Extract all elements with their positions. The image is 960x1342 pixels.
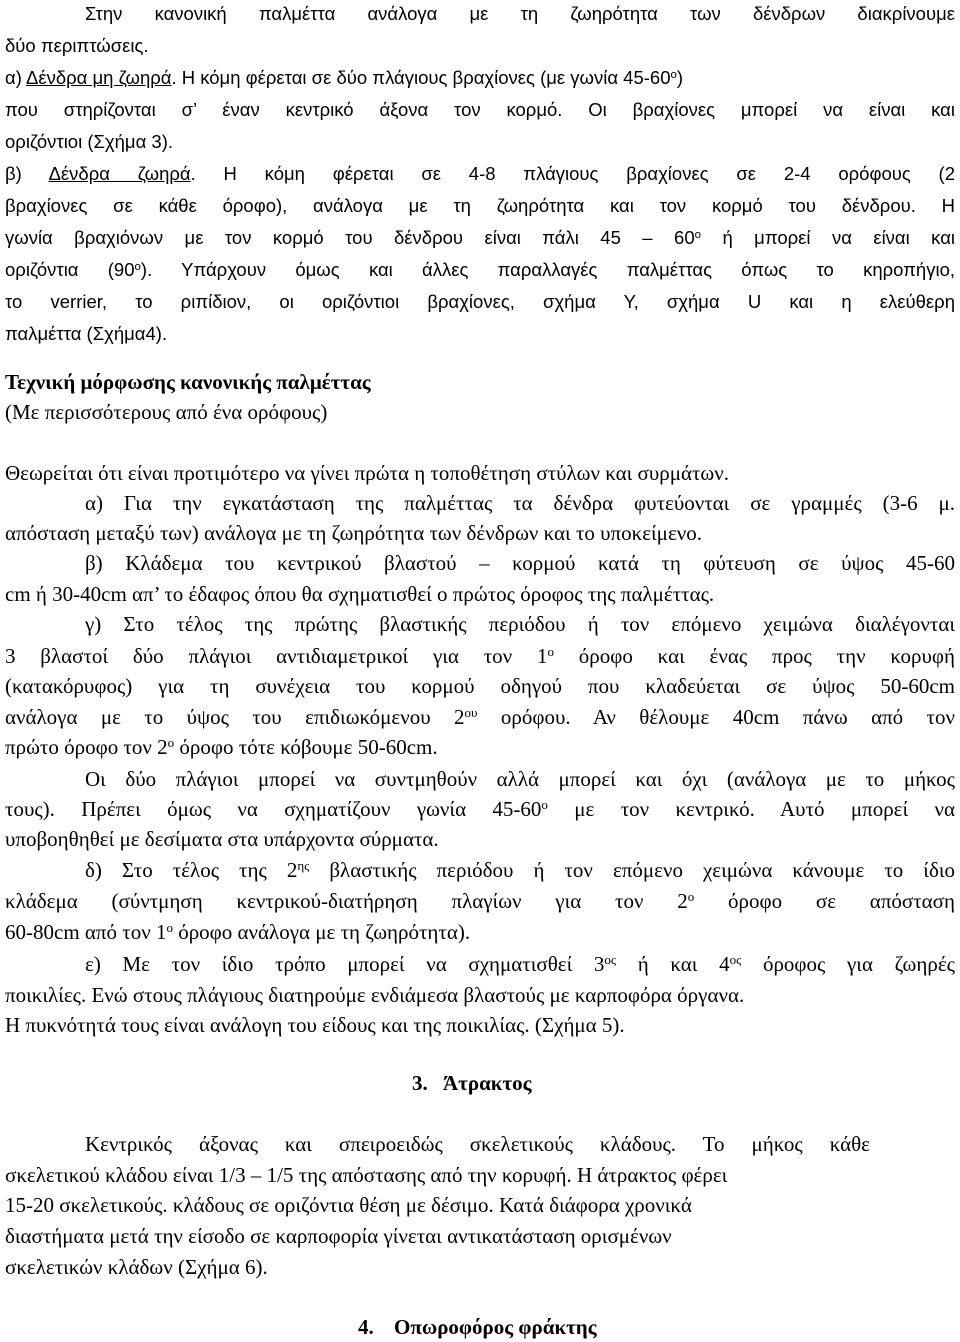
paragraph-line bbox=[5, 888, 955, 913]
text-run: δ) Στο τέλος της 2 bbox=[85, 858, 298, 882]
superscript: ο bbox=[670, 68, 677, 81]
text-run: όροφο τότε κόβουμε 50-60cm. bbox=[174, 735, 438, 759]
paragraph-line: απόσταση μεταξύ των) ανάλογα με τη ζωηρότητα των δένδρων και το υποκείμενο. bbox=[5, 521, 703, 545]
text-run: όροφο και ένας προς την κορυφή bbox=[553, 644, 955, 668]
text-run: ) bbox=[676, 67, 684, 88]
paragraph-line: υποβοηθηθεί με δεσίματα στα υπάρχοντα σύρματα. bbox=[5, 827, 439, 851]
paragraph-line: Στην κανονική παλμέττα ανάλογα με τη ζωηρότητα των δένδρων διακρίνουμε bbox=[85, 3, 955, 24]
paragraph-line: β) Κλάδεμα του κεντρικού βλαστού – κορμού κατά τη φύτευση σε ύψος 45-60 bbox=[85, 551, 955, 575]
paragraph-line: διαστήματα μετά την είσοδο σε καρποφορία γίνεται αντικατάσταση ορισμένων bbox=[5, 1224, 672, 1248]
paragraph-line: γ) Στο τέλος της πρώτης βλαστικής περιόδου ή τον επόμενο χειμώνα διαλέγονται bbox=[85, 612, 955, 636]
paragraph-line: το verrier, το ριπίδιον, οι οριζόντιοι βραχίονες, σχήμα Υ, σχήμα U και η ελεύθερη bbox=[5, 291, 955, 312]
paragraph-line bbox=[5, 643, 955, 668]
text-run: τους). Πρέπει όμως να σχηματίζουν γωνία 45-60 bbox=[5, 797, 542, 821]
superscript: ος bbox=[729, 951, 742, 967]
paragraph-line: ποικιλίες. Ενώ στους πλάγιους διατηρούμε ενδιάμεσα βλαστούς με καρποφόρα όργανα. bbox=[5, 983, 745, 1007]
text-run: ή μπορεί να είναι και bbox=[701, 227, 955, 248]
item-label: α) bbox=[5, 67, 26, 88]
section-number: 4. bbox=[358, 1315, 374, 1339]
text-run: όροφο ανάλογα με τη ζωηρότητα). bbox=[172, 920, 471, 944]
text-run: ). Υπάρχουν όμως και άλλες παραλλαγές παλμέττας όπως το κηροπήγιο, bbox=[140, 259, 955, 280]
text-run: . Η κόμη φέρεται σε δύο πλάγιους βραχίονες (με γωνία 45-60 bbox=[171, 67, 671, 88]
paragraph-line: σκελετικών κλάδων (Σχήμα 6). bbox=[5, 1255, 268, 1279]
superscript: ης bbox=[297, 857, 310, 873]
paragraph-line bbox=[5, 165, 955, 184]
superscript: ο bbox=[541, 796, 548, 812]
text-run: οριζόντια (90 bbox=[5, 259, 135, 280]
text-run: 3 βλαστοί δύο πλάγιοι αντιδιαμετρικοί για τον 1 bbox=[5, 644, 548, 668]
section-subheading: (Με περισσότερους από ένα ορόφους) bbox=[5, 400, 328, 424]
text-run: ανάλογα με το ύψος του επιδιωκόμενου 2 bbox=[5, 705, 465, 729]
paragraph-line: 15-20 σκελετικούς. κλάδους σε οριζόντια θέση με δέσιμο. Κατά διάφορα χρονικά bbox=[5, 1193, 692, 1217]
paragraph-line: cm ή 30-40cm απ’ το έδαφος όπου θα σχηματισθεί ο πρώτος όροφος της παλμέττας. bbox=[5, 582, 715, 606]
section-heading: Άτρακτος bbox=[443, 1071, 532, 1095]
paragraph-line: δύο περιπτώσεις. bbox=[5, 35, 149, 56]
paragraph-line bbox=[85, 951, 955, 976]
superscript: ο bbox=[134, 260, 141, 273]
paragraph-line bbox=[5, 919, 471, 944]
superscript: ο bbox=[167, 734, 175, 750]
text-run: κλάδεμα (σύντμηση κεντρικού-διατήρηση πλαγίων για τον 2 bbox=[5, 889, 688, 913]
paragraph-line: Η πυκνότητά τους είναι ανάλογη του είδους και της ποικιλίας. (Σχήμα 5). bbox=[5, 1013, 625, 1037]
superscript: ος bbox=[604, 951, 617, 967]
text-run: πρώτο όροφο τον 2 bbox=[5, 735, 168, 759]
section-number: 3. bbox=[412, 1071, 428, 1095]
text-run: όροφο σε απόσταση bbox=[694, 889, 955, 913]
section-heading: Τεχνική μόρφωσης κανονικής παλμέττας bbox=[5, 370, 371, 394]
term-underlined: Δένδρα ζωηρά bbox=[48, 163, 191, 184]
superscript: ο bbox=[687, 888, 695, 904]
superscript: ο bbox=[547, 643, 554, 659]
text-run: ή και 4 bbox=[616, 952, 730, 976]
paragraph-line bbox=[5, 261, 955, 280]
superscript: ου bbox=[464, 704, 478, 720]
text-run: όροφος για ζωηρές bbox=[741, 952, 955, 976]
paragraph-line: Κεντρικός άξονας και σπειροειδώς σκελετικούς κλάδους. Το μήκος κάθε bbox=[85, 1132, 870, 1156]
paragraph-line bbox=[5, 796, 955, 821]
text-run: βλαστικής περιόδου ή τον επόμενο χειμώνα κάνουμε το ίδιο bbox=[309, 858, 955, 882]
text-run: 60-80cm από τον 1 bbox=[5, 920, 167, 944]
paragraph-line: Θεωρείται ότι είναι προτιμότερο να γίνει πρώτα η τοποθέτηση στύλων και συρμάτων. bbox=[5, 461, 729, 485]
text-run: ε) Με τον ίδιο τρόπο μπορεί να σχηματισθεί 3 bbox=[85, 952, 605, 976]
paragraph-line: βραχίονες σε κάθε όροφο), ανάλογα με τη ζωηρότητα και τον κορμό του δένδρου. Η bbox=[5, 195, 955, 216]
text-run: γωνία βραχιόνων με τον κορμό του δένδρου είναι πάλι 45 – 60 bbox=[5, 227, 695, 248]
text-run: με τον κεντρικό. Αυτό μπορεί να bbox=[547, 797, 955, 821]
paragraph-line: παλμέττα (Σχήμα4). bbox=[5, 323, 168, 344]
paragraph-line bbox=[5, 734, 438, 759]
paragraph-line bbox=[85, 857, 955, 882]
paragraph-line bbox=[5, 229, 955, 248]
text-run: ορόφου. Αν θέλουμε 40cm πάνω από τον bbox=[477, 705, 955, 729]
paragraph-line bbox=[5, 704, 955, 729]
paragraph-line: σκελετικού κλάδου είναι 1/3 – 1/5 της απόστασης από την κορυφή. Η άτρακτος φέρει bbox=[5, 1163, 728, 1187]
section-heading: Οπωροφόρος φράκτης bbox=[394, 1315, 597, 1339]
paragraph-line: Οι δύο πλάγιοι μπορεί να συντμηθούν αλλά μπορεί και όχι (ανάλογα με το μήκος bbox=[85, 767, 955, 791]
item-label: β) bbox=[5, 163, 49, 184]
superscript: ο bbox=[694, 228, 702, 241]
superscript: ο bbox=[166, 919, 173, 935]
paragraph-line: (κατακόρυφος) για τη συνέχεια του κορμού οδηγού που κλαδεύεται σε ύψος 50-60cm bbox=[5, 674, 955, 698]
term-underlined: Δένδρα μη ζωηρά bbox=[25, 67, 172, 88]
paragraph-line: οριζόντιοι (Σχήμα 3). bbox=[5, 131, 174, 152]
paragraph-line: α) Για την εγκατάσταση της παλμέττας τα δένδρα φυτεύονται σε γραμμές (3-6 μ. bbox=[85, 491, 955, 515]
paragraph-line bbox=[5, 69, 683, 88]
text-run: . Η κόμη φέρεται σε 4-8 πλάγιους βραχίονες σε 2-4 ορόφους (2 bbox=[190, 163, 956, 184]
paragraph-line: που στηρίζονται σ’ έναν κεντρικό άξονα τον κορμό. Οι βραχίονες μπορεί να είναι και bbox=[5, 99, 955, 120]
